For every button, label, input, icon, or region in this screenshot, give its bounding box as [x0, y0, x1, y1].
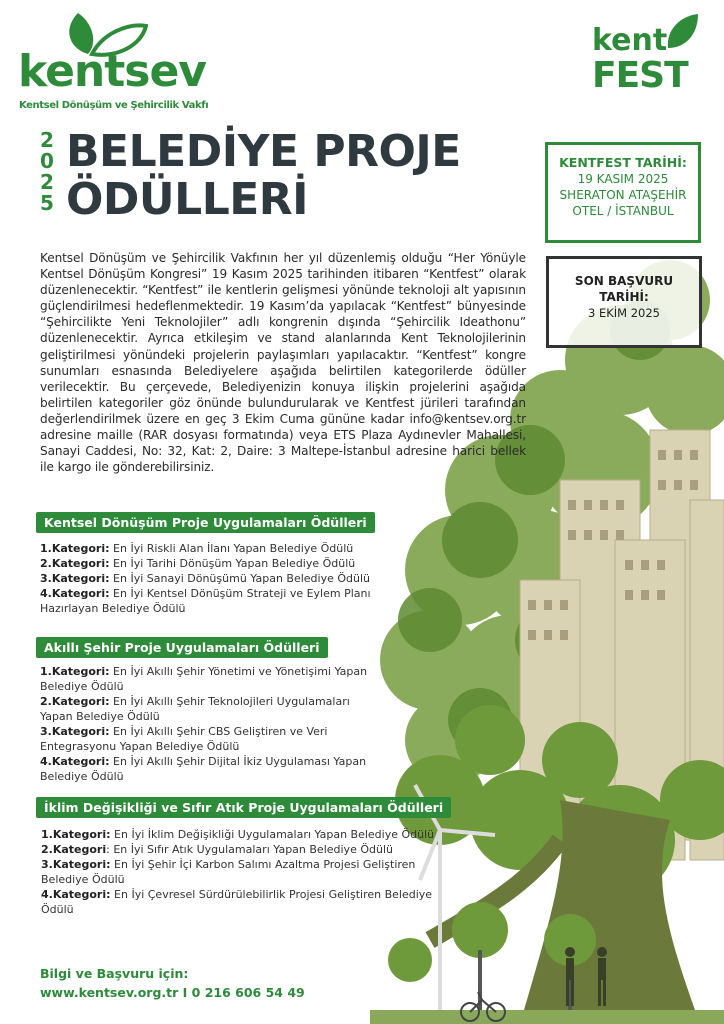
category-label: 4.Kategori: [41, 888, 111, 901]
page-title [66, 128, 461, 224]
category-text: En İyi Akıllı Şehir Dijital İkiz Uygulaması Yapan Belediye Ödülü [40, 755, 367, 783]
category-item [41, 842, 436, 857]
intro-paragraph: Kentsel Dönüşüm ve Şehircilik Vakfının her yıl düzenlemiş olduğu “Her Yönüyle Kentsel Dönüşüm Kongresi” 19 Kasım 2025 tarihinden itibaren “Kentfest” olarak düzenlenecektir. “Kentfest” ile kentlerin gelişmesi yönünde teknoloji alt yapısının güçlendirilmesi hedeflenmektedir. 19 Kasım’da yapılacak “Kentfest” bünyesinde “Şehircilikte Yeni Teknolojiler” adlı kongrenin dışında “Şehircilik Ideathonu” düzenlenecektir. Ayrıca etkileşim ve stand alanlarında Kent Teknolojilerinin geliştirilmesi yönündeki projelerin paylaşımları yapılacaktır. “Kentfest” kongre sunumları esnasında Belediyelere aşağıda belirtilen kategorilerde ödüller verilecektir. Bu çerçevede, Belediyenizin konuya ilişkin projelerini aşağıda belirtilen kategoriler göz önünde bulundurularak ve Kentfest jürileri tarafından değerlendirilmek üzere en geç 3 Ekim Cuma gününe kadar info@kentsev.org.tr adresine maille (RAR dosyası formatında) veya ETS Plaza Aydınevler Mahallesi, Sanayi Caddesi, No: 32, Kat: 2, Daire: 3 Maltepe-İstanbul adresine harici bellek ile kargo ile gönderebilirsiniz. [40, 251, 526, 475]
contact-website-phone[interactable]: www.kentsev.org.tr I 0 216 606 54 49 [40, 985, 305, 1000]
category-text: En İyi Akıllı Şehir Yönetimi ve Yönetişimi Yapan Belediye Ödülü [40, 665, 368, 693]
category-label: 3.Kategori: [41, 858, 111, 871]
leaf-icon [664, 12, 700, 52]
category-label: 1.Kategori: [40, 665, 110, 678]
deadline-value: 3 EKİM 2025 [587, 306, 660, 320]
category-text: : En İyi Sıfır Atık Uygulamaları Yapan Belediye Ödülü [106, 843, 393, 856]
kentfest-wordmark-fest: FEST [592, 55, 688, 96]
category-label: 2.Kategori [41, 843, 107, 856]
deadline-heading-2: TARİHİ: [599, 290, 649, 304]
category-item [40, 556, 390, 571]
category-item [40, 664, 370, 694]
category-item [40, 571, 390, 586]
category-text: En İyi Şehir İçi Karbon Salımı Azaltma Projesi Geliştiren Belediye Ödülü [41, 858, 416, 886]
event-date-heading: KENTFEST TARİHİ: [559, 155, 687, 170]
category-label: 2.Kategori: [40, 695, 110, 708]
kentsev-logo [18, 8, 209, 113]
category-label: 4.Kategori: [40, 587, 110, 600]
category-item [41, 857, 436, 887]
section-heading-urban-transformation: Kentsel Dönüşüm Proje Uygulamaları Ödülleri [36, 512, 375, 533]
year-digit: 0 [40, 149, 54, 173]
category-label: 1.Kategori: [40, 542, 110, 555]
category-item [41, 827, 436, 842]
category-text: En İyi Sanayi Dönüşümü Yapan Belediye Ödülü [109, 572, 371, 585]
category-text: En İyi Tarihi Dönüşüm Yapan Belediye Ödülü [109, 557, 356, 570]
section-heading-smart-city: Akıllı Şehir Proje Uygulamaları Ödülleri [36, 637, 328, 658]
category-text: En İyi Akıllı Şehir Teknolojileri Uygulamaları Yapan Belediye Ödülü [40, 695, 350, 723]
year-digit: 2 [40, 170, 54, 194]
category-text: En İyi Akıllı Şehir CBS Geliştiren ve Veri Entegrasyonu Yapan Belediye Ödülü [40, 725, 328, 753]
kentfest-wordmark-kent: kent [592, 23, 668, 58]
category-text: En İyi İklim Değişikliği Uygulamaları Yapan Belediye Ödülü [110, 828, 435, 841]
section-heading-climate-zero-waste: İklim Değişikliği ve Sıfır Atık Proje Uygulamaları Ödülleri [36, 797, 451, 818]
year-digit: 5 [40, 191, 54, 215]
category-item [41, 887, 436, 917]
deadline-heading: SON BAŞVURU [574, 274, 674, 288]
kentsev-subtitle: Kentsel Dönüşüm ve Şehircilik Vakfı [19, 100, 209, 111]
category-list [40, 541, 390, 616]
event-venue-line: SHERATON ATAŞEHİR [559, 188, 687, 202]
event-city-line: OTEL / İSTANBUL [572, 204, 674, 218]
category-item [40, 754, 370, 784]
category-label: 3.Kategori: [40, 725, 110, 738]
category-item [40, 586, 390, 616]
category-label: 1.Kategori: [41, 828, 111, 841]
page-title-line1: BELEDİYE PROJE [66, 126, 461, 177]
category-label: 3.Kategori: [40, 572, 110, 585]
category-item [40, 541, 390, 556]
category-text: En İyi Çevresel Sürdürülebilirlik Projesi Geliştiren Belediye Ödülü [41, 888, 433, 916]
category-label: 4.Kategori: [40, 755, 110, 768]
kentfest-logo [588, 12, 700, 104]
event-date-box [545, 142, 701, 243]
category-item [40, 694, 370, 724]
category-item [40, 724, 370, 754]
category-list [41, 827, 436, 917]
year-vertical [38, 130, 56, 214]
category-label: 2.Kategori: [40, 557, 110, 570]
category-list [40, 664, 370, 784]
contact-heading: Bilgi ve Başvuru için: [40, 966, 189, 981]
category-text: En İyi Riskli Alan İlanı Yapan Belediye Ödülü [109, 542, 354, 555]
year-digit: 2 [40, 128, 54, 152]
category-text: En İyi Kentsel Dönüşüm Strateji ve Eylem Planı Hazırlayan Belediye Ödülü [40, 587, 371, 615]
contact-block [40, 964, 305, 1002]
event-date-line: 19 KASIM 2025 [577, 172, 669, 186]
kentsev-wordmark: kentsev [18, 46, 206, 97]
deadline-box [546, 256, 702, 348]
page-title-line2: ÖDÜLLERİ [66, 174, 309, 225]
